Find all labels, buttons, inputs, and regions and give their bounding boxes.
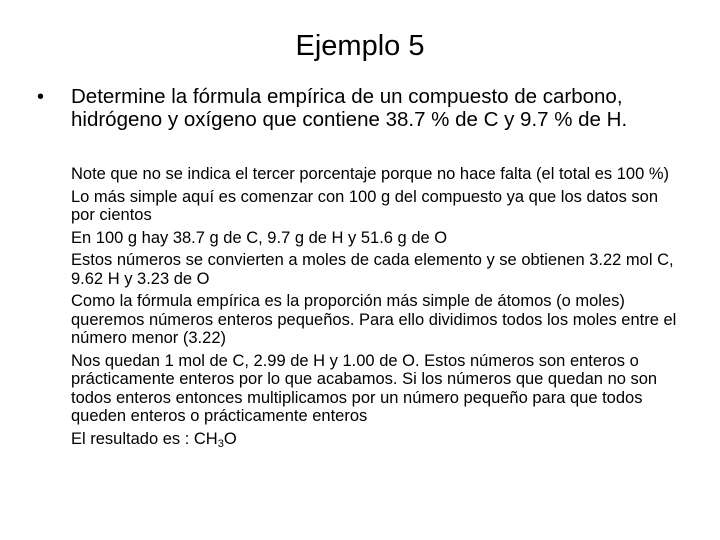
bullet-text: Determine la fórmula empírica de un compuesto de carbono, hidrógeno y oxígeno que contiene 38.7 % de C y 9.7 % de H. <box>71 85 628 131</box>
note-item: En 100 g hay 38.7 g de C, 9.7 g de H y 51.6 g de O <box>71 228 448 247</box>
note-item: Note que no se indica el tercer porcentaje porque no hace falta (el total es 100 %) <box>71 165 670 183</box>
result-suffix: O <box>223 429 237 448</box>
notes-list <box>71 165 686 452</box>
note-item: Como la fórmula empírica es la proporción más simple de átomos (o moles) queremos números enteros pequeños. Para ello dividimos todos los moles entre el número menor (3.22) <box>71 292 677 347</box>
note-item: Estos números se convierten a moles de cada elemento y se obtienen 3.22 mol C, 9.62 H y 3.23 de O <box>71 251 674 288</box>
note-item: Nos quedan 1 mol de C, 2.99 de H y 1.00 de O. Estos números son enteros o prácticamente enteros por lo que acabamos. Si los números que quedan no son todos enteros entonces multiplicamos por un número pequeño para que todos queden enteros o prácticamente enteros <box>71 351 658 425</box>
slide-title: Ejemplo 5 <box>295 30 425 62</box>
result-subscript: 3 <box>217 437 224 450</box>
note-item: Lo más simple aquí es comenzar con 100 g del compuesto ya que los datos son por cientos <box>71 187 659 224</box>
bullet-dot-icon: • <box>37 86 45 108</box>
result-line <box>71 430 686 449</box>
result-prefix: El resultado es : CH <box>71 429 218 448</box>
